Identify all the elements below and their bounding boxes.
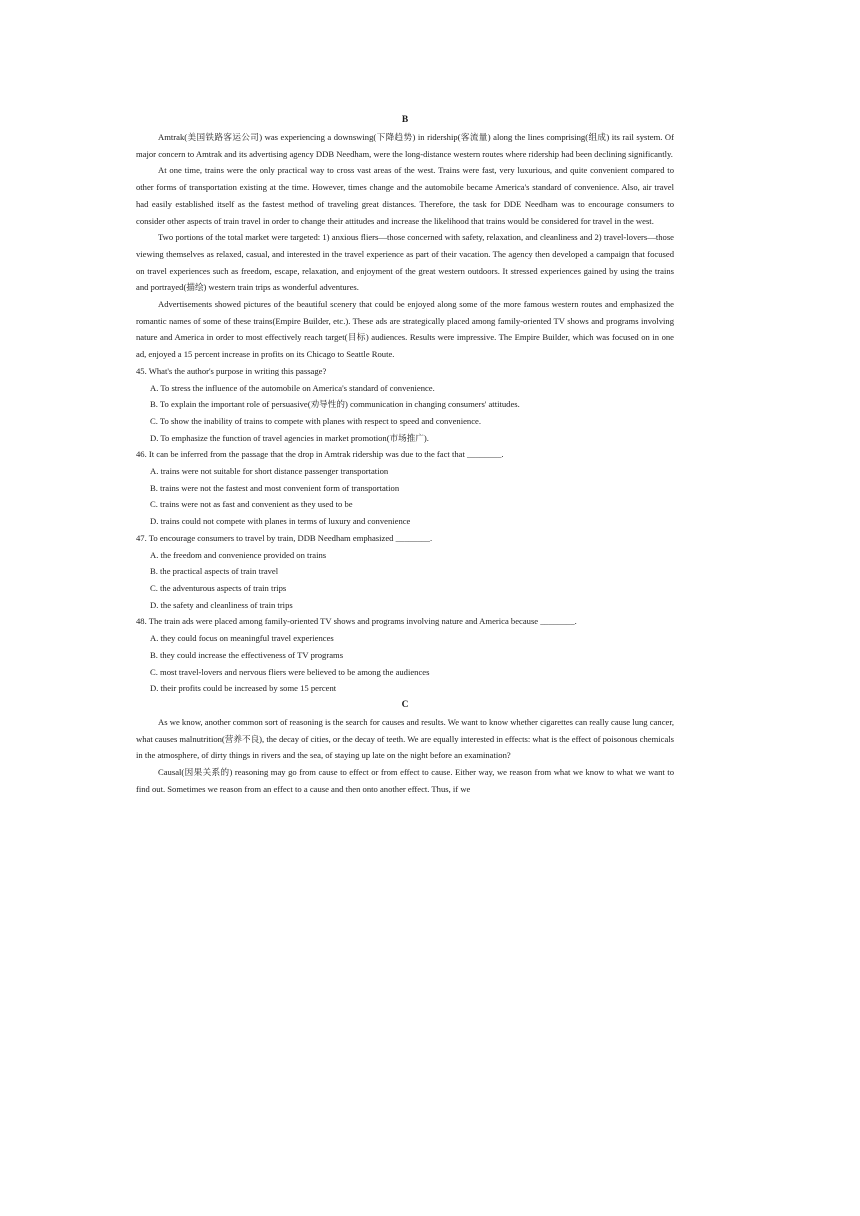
section-b-paragraph: Advertisements showed pictures of the beautiful scenery that could be enjoyed along some of the more famous western routes and emphasized the romantic names of some of these trains(Empire Builder, etc.). These ads are strategically placed among family-oriented TV shows and programs involving nature and America in order to most effectively reach target(目标) audiences. Results were impressive. The Empire Builder, which was focused on in one ad, enjoyed a 15 percent increase in profits on its Chicago to Seattle Route. bbox=[136, 299, 674, 360]
section-c bbox=[136, 697, 674, 798]
question-stem: 46. It can be inferred from the passage that the drop in Amtrak ridership was due to the fact that ________. bbox=[136, 449, 504, 460]
question-stem: 47. To encourage consumers to travel by train, DDB Needham emphasized ________. bbox=[136, 532, 433, 543]
option-b: B. the practical aspects of train travel bbox=[150, 566, 279, 577]
option-d: D. trains could not compete with planes in terms of luxury and convenience bbox=[150, 516, 411, 527]
option-d: D. To emphasize the function of travel agencies in market promotion(市场推广). bbox=[150, 432, 429, 443]
section-c-heading: C bbox=[401, 699, 409, 710]
question-47 bbox=[136, 530, 674, 614]
exam-page bbox=[136, 112, 674, 797]
option-b: B. trains were not the fastest and most convenient form of transportation bbox=[150, 482, 400, 493]
question-45 bbox=[136, 363, 674, 447]
option-c: C. To show the inability of trains to compete with planes with respect to speed and convenience. bbox=[150, 415, 481, 426]
option-c: C. the adventurous aspects of train trips bbox=[150, 582, 287, 593]
option-a: A. the freedom and convenience provided on trains bbox=[150, 549, 327, 560]
option-a: A. To stress the influence of the automobile on America's standard of convenience. bbox=[150, 382, 435, 393]
section-b-heading: B bbox=[401, 115, 409, 125]
section-b-paragraph: Amtrak(美国铁路客运公司) was experiencing a downswing(下降趋势) in ridership(客流量) along the lines comprising(组成) its rail system. Of major concern to Amtrak and its advertising agency DDB Needham, were the long-distance western routes where ridership had been declining significantly. bbox=[136, 132, 674, 159]
option-b: B. they could increase the effectiveness of TV programs bbox=[150, 649, 344, 660]
option-a: A. trains were not suitable for short distance passenger transportation bbox=[150, 466, 389, 477]
question-stem: 45. What's the author's purpose in writing this passage? bbox=[136, 365, 327, 376]
section-c-paragraph: As we know, another common sort of reasoning is the search for causes and results. We want to know whether cigarettes can really cause lung cancer, what causes malnutrition(营养不良), the decay of cities, or the decay of teeth. We are equally interested in effects: what is the effect of poisonous chemicals in the atmosphere, of dirty things in rivers and the sea, of staying up late on the night before an examination? bbox=[136, 716, 674, 761]
section-b-paragraph: Two portions of the total market were targeted: 1) anxious fliers—those concerned with safety, relaxation, and cleanliness and 2) travel-lovers—those viewing themselves as relaxed, casual, and interested in the travel experience as part of their vacation. The agency then developed a campaign that focused on travel experiences such as freedom, escape, relaxation, and enjoyment of the great western outdoors. It stressed experiences gained by using the trains and portrayed(描绘) western train trips as wonderful adventures. bbox=[136, 232, 674, 293]
option-d: D. the safety and cleanliness of train trips bbox=[150, 599, 293, 610]
question-48 bbox=[136, 613, 674, 697]
section-c-paragraph: Causal(因果关系的) reasoning may go from cause to effect or from effect to cause. Either way, we reason from what we know to what we want to find out. Sometimes we reason from an effect to a cause and then onto another effect. Thus, if we bbox=[136, 767, 674, 794]
option-d: D. their profits could be increased by some 15 percent bbox=[150, 683, 337, 694]
section-b bbox=[136, 112, 674, 363]
option-c: C. trains were not as fast and convenient as they used to be bbox=[150, 499, 353, 510]
question-46 bbox=[136, 446, 674, 530]
section-b-paragraph: At one time, trains were the only practical way to cross vast areas of the west. Trains were fast, very luxurious, and quite convenient compared to other forms of transportation existing at the time. However, times change and the automobile became America's standard of convenience. Also, air travel had easily established itself as the fastest method of traveling great distances. Therefore, the task for DDE Needham was to encourage consumers to consider other aspects of train travel in order to change their attitudes and increase the likelihood that trains would be considered for travel in the west. bbox=[136, 165, 674, 226]
question-stem: 48. The train ads were placed among family-oriented TV shows and programs involving nature and America because ________. bbox=[136, 616, 577, 627]
option-c: C. most travel-lovers and nervous fliers were believed to be among the audiences bbox=[150, 666, 430, 677]
option-a: A. they could focus on meaningful travel experiences bbox=[150, 633, 334, 644]
option-b: B. To explain the important role of persuasive(劝导性的) communication in changing consumers' attitudes. bbox=[150, 399, 520, 410]
